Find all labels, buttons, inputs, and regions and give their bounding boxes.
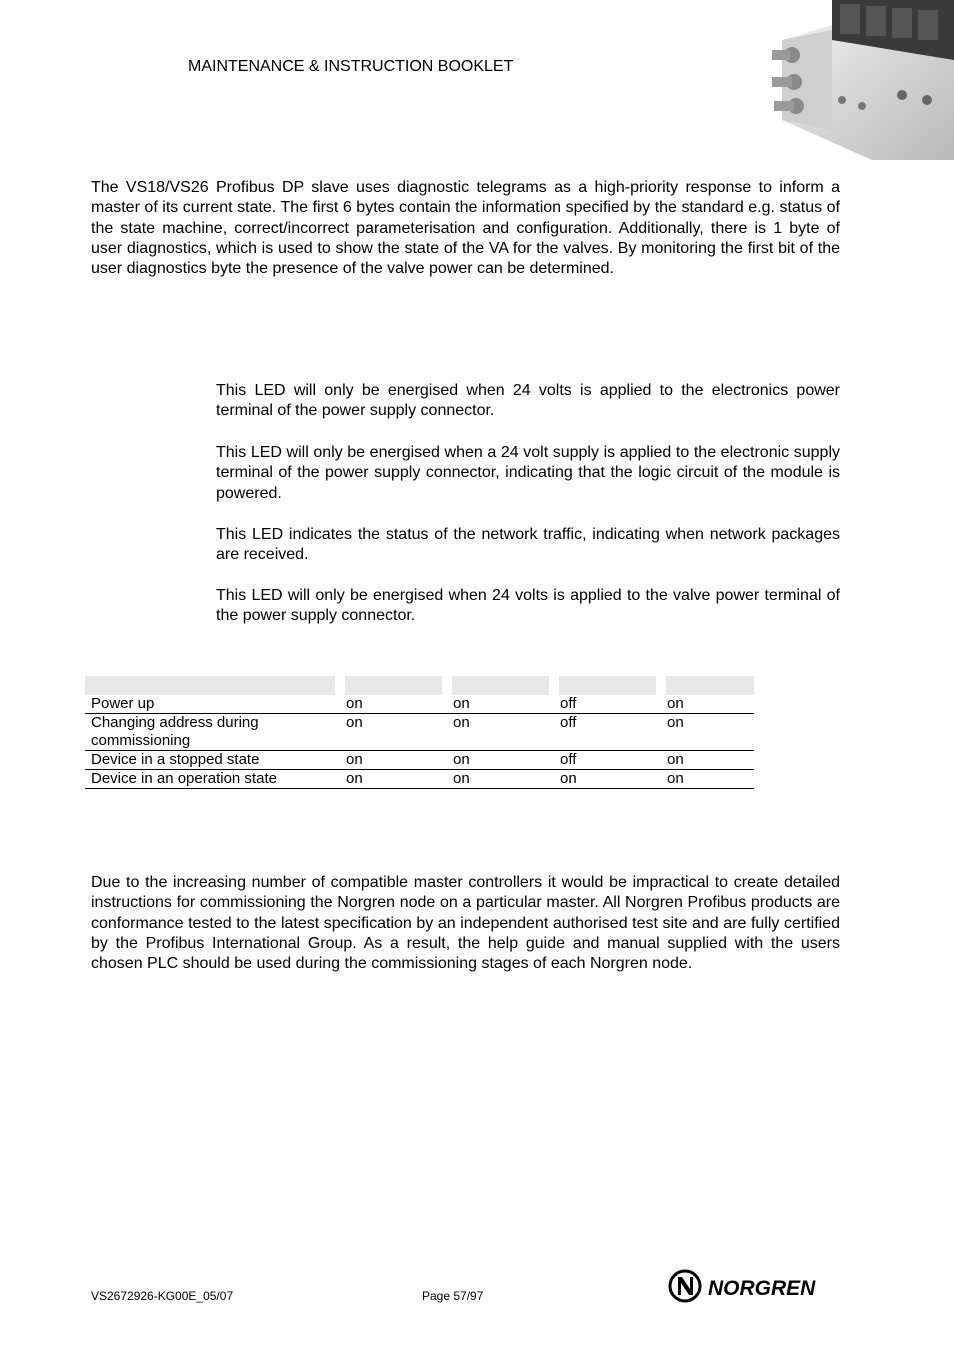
- led-value-cell: off: [554, 751, 661, 770]
- led-value-cell: on: [554, 770, 661, 789]
- led-value-cell: on: [447, 695, 554, 714]
- led-state-table: [85, 676, 754, 789]
- commissioning-paragraph: Due to the increasing number of compatible master controllers it would be impractical to create detailed instructions for commissioning the Norgren node on a particular master. All Norgren Profibus products are conformance tested to the latest specification by an independent authorised test site and are fully certified by the Profibus International Group. As a result, the help guide and manual supplied with the users chosen PLC should be used during the commissioning stages of each Norgren node.: [91, 874, 840, 973]
- led-description-logic-power: This LED will only be energised when a 24 volt supply is applied to the electronic supply terminal of the power supply connector, indicating that the logic circuit of the module is powered.: [216, 444, 840, 502]
- led-value-cell: on: [447, 770, 554, 789]
- led-value-cell: on: [661, 770, 754, 789]
- led-value-cell: on: [447, 714, 554, 751]
- led-value-cell: on: [447, 751, 554, 770]
- led-description-electronics-power: This LED will only be energised when 24 volts is applied to the electronics power terminal of the power supply connector.: [216, 382, 840, 420]
- table-header-cell: [447, 676, 554, 695]
- state-cell: Device in a stopped state: [85, 751, 340, 770]
- table-header-cell: [554, 676, 661, 695]
- table-header-row: [85, 676, 754, 695]
- document-id: VS2672926-KG00E_05/07: [91, 1289, 234, 1303]
- state-cell: Changing address during commissioning: [85, 714, 340, 751]
- state-cell: Device in an operation state: [85, 770, 340, 789]
- led-value-cell: on: [340, 770, 447, 789]
- led-value-cell: on: [340, 714, 447, 751]
- valve-manifold-image: [762, 0, 954, 160]
- led-value-cell: on: [661, 714, 754, 751]
- state-cell: Power up: [85, 695, 340, 714]
- page-number: Page 57/97: [422, 1289, 484, 1303]
- led-description-network-traffic: This LED indicates the status of the network traffic, indicating when network packages are received.: [216, 526, 840, 564]
- led-value-cell: off: [554, 695, 661, 714]
- led-value-cell: on: [661, 751, 754, 770]
- table-header-cell: [85, 676, 340, 695]
- led-value-cell: on: [340, 751, 447, 770]
- norgren-logo: [668, 1268, 842, 1304]
- table-header-cell: [661, 676, 754, 695]
- norgren-logo-icon: [668, 1268, 842, 1304]
- booklet-title: MAINTENANCE & INSTRUCTION BOOKLET: [188, 58, 514, 75]
- table-row: [85, 695, 754, 714]
- table-header-cell: [340, 676, 447, 695]
- led-value-cell: on: [340, 695, 447, 714]
- led-value-cell: off: [554, 714, 661, 751]
- table-row: [85, 770, 754, 789]
- led-value-cell: on: [661, 695, 754, 714]
- diagnostics-intro-paragraph: The VS18/VS26 Profibus DP slave uses diagnostic telegrams as a high-priority response to inform a master of its current state. The first 6 bytes contain the information specified by the standard e.g. status of the state machine, correct/incorrect parameterisation and configuration. Additionally, there is 1 byte of user diagnostics, which is used to show the state of the VA for the valves. By monitoring the first bit of the user diagnostics byte the presence of the valve power can be determined.: [91, 179, 840, 278]
- table-row: [85, 714, 754, 751]
- led-description-valve-power: This LED will only be energised when 24 volts is applied to the valve power terminal of the power supply connector.: [216, 587, 840, 625]
- table-row: [85, 751, 754, 770]
- logo-wordmark: NORGREN: [708, 1277, 816, 1300]
